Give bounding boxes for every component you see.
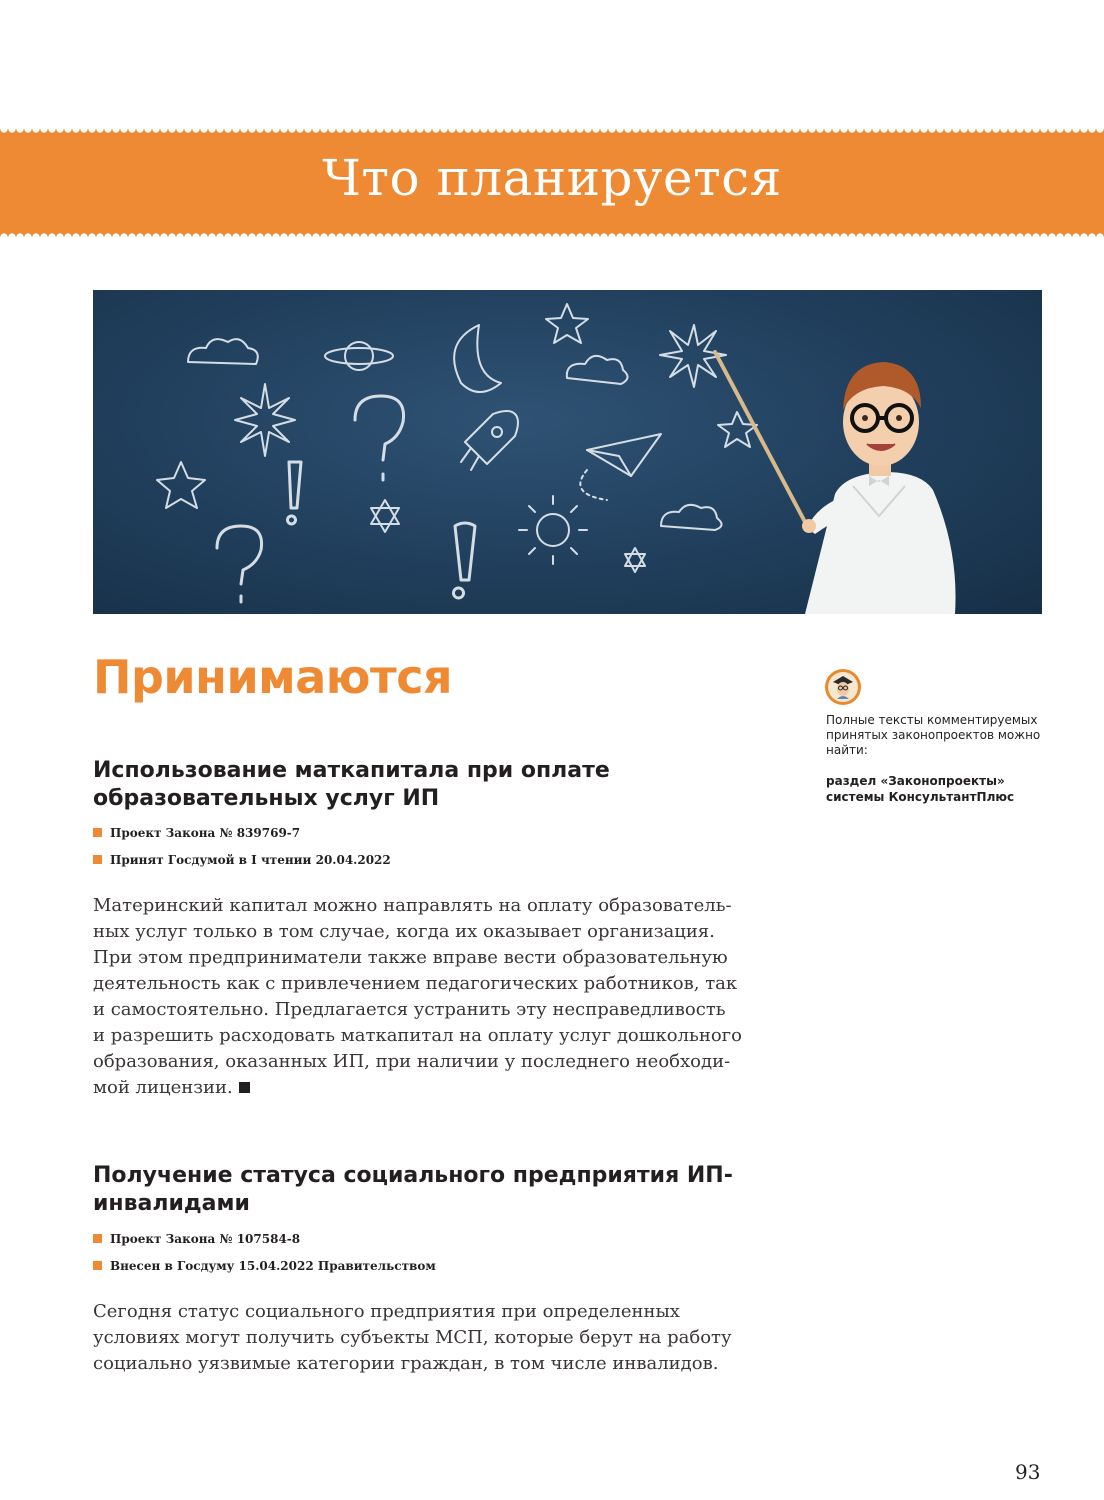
page-number: 93 bbox=[1015, 1460, 1041, 1484]
sun-doodle bbox=[519, 496, 587, 564]
orange-square-bullet bbox=[93, 828, 102, 837]
article-meta-item bbox=[93, 826, 391, 853]
cloud-doodle bbox=[567, 356, 628, 384]
rocket-doodle bbox=[461, 411, 518, 470]
question-mark-doodle bbox=[355, 396, 404, 480]
star-doodle bbox=[157, 462, 205, 508]
boy-figure bbox=[802, 362, 956, 614]
article-meta-item bbox=[93, 853, 391, 880]
star-doodle bbox=[546, 304, 588, 343]
hero-illustration bbox=[93, 290, 1042, 614]
banner-scalloped-edge-top bbox=[0, 125, 1104, 133]
sparkle-star-doodle bbox=[235, 384, 295, 456]
chalkboard-doodles bbox=[93, 290, 1042, 614]
header-banner bbox=[0, 129, 1104, 237]
bill-status: Принят Госдумой в I чтении 20.04.2022 bbox=[110, 853, 391, 867]
bill-status: Внесен в Госдуму 15.04.2022 Правительством bbox=[110, 1259, 436, 1273]
exclamation-mark-doodle bbox=[454, 523, 475, 598]
question-mark-doodle bbox=[217, 526, 262, 602]
sidebar-note: Полные тексты комментируемых принятых законопроектов можно найти: bbox=[826, 713, 1041, 757]
bill-number: Проект Закона № 107584-8 bbox=[110, 1232, 301, 1246]
article-meta-list bbox=[93, 826, 391, 880]
article-meta-list bbox=[93, 1232, 436, 1286]
section-heading: Принимаются bbox=[93, 650, 452, 704]
exclamation-mark-doodle bbox=[288, 462, 302, 524]
end-of-article-mark bbox=[239, 1082, 250, 1093]
article-title: Использование маткапитала при оплате образовательных услуг ИП bbox=[93, 758, 610, 811]
article-body-text: Материнский капитал можно направлять на оплату образователь- ных услуг только в том случае, когда их оказывает организация. При этом предприниматели также вправе вести образовательную деятельность как с привлечением педагогических работников, так и самостоятельно. Предлагается устранить эту несправедливость и разрешить расходовать маткапитал на оплату услуг дошкольного образования, оказанных ИП, при наличии у последнего необходи- мой лицензии. bbox=[93, 895, 742, 1098]
moon-doodle bbox=[454, 325, 501, 392]
caricature-advisor-icon bbox=[824, 668, 862, 710]
six-point-star-doodle bbox=[625, 548, 645, 572]
cloud-doodle bbox=[661, 505, 722, 530]
page-title: Что планируется bbox=[322, 149, 782, 207]
sidebar-source: раздел «Законопроекты» системы КонсультантПлюс bbox=[826, 774, 1015, 804]
cloud-doodle bbox=[188, 339, 258, 364]
banner-scalloped-edge-bottom bbox=[0, 233, 1104, 241]
orange-square-bullet bbox=[93, 1261, 102, 1270]
orange-square-bullet bbox=[93, 1234, 102, 1243]
article-meta-item bbox=[93, 1259, 436, 1286]
paper-plane-doodle bbox=[580, 434, 661, 500]
article-meta-item bbox=[93, 1232, 436, 1259]
orange-square-bullet bbox=[93, 855, 102, 864]
article-title: Получение статуса социального предприятия ИП-инвалидами bbox=[93, 1163, 733, 1216]
six-point-star-doodle bbox=[371, 500, 399, 532]
planet-doodle bbox=[325, 342, 393, 370]
article-body: Сегодня статус социального предприятия при определенных условиях могут получить субъекты МСП, которые берут на работу социально уязвимые категории граждан, в том числе инвалидов. bbox=[93, 1301, 732, 1374]
bill-number: Проект Закона № 839769-7 bbox=[110, 826, 301, 840]
article-body bbox=[93, 893, 773, 1101]
